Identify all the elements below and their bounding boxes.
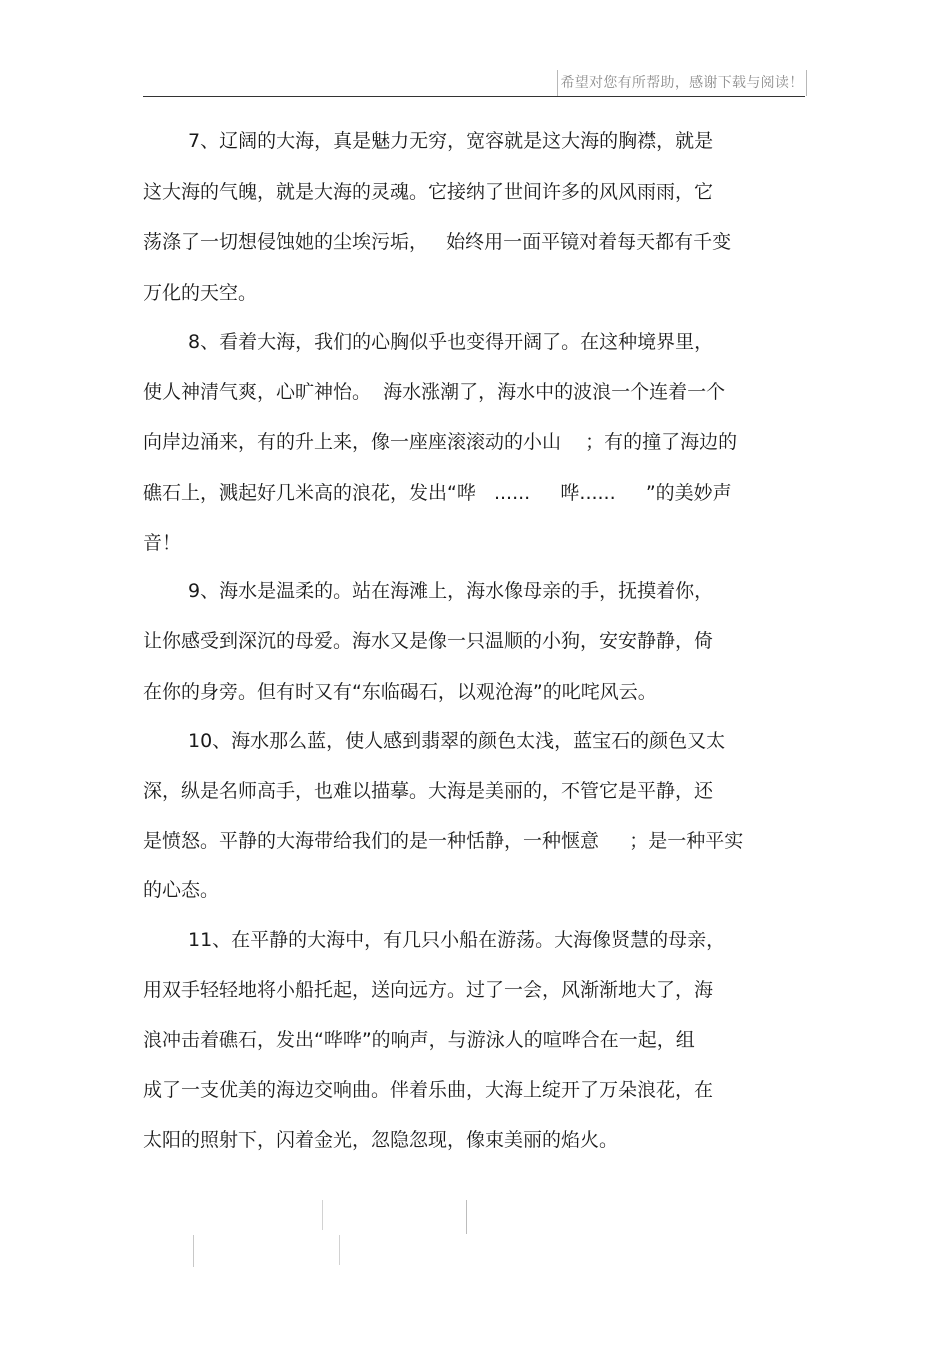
- text-line: 让你感受到深沉的母爱。海水又是像一只温顺的小狗，安安静静，倚: [143, 630, 714, 652]
- text-line: 音！: [143, 532, 182, 554]
- text-line: 礁石上，溅起好几米高的浪花，发出“哗 ...... 哗...... ”的美妙声: [143, 482, 732, 504]
- text-line: 在你的身旁。但有时又有“东临碣石，以观沧海”的叱咤风云。: [143, 681, 657, 703]
- header-note: 希望对您有所帮助，感谢下载与阅读！: [557, 70, 807, 96]
- text-line: 太阳的照射下，闪着金光，忽隐忽现，像束美丽的焰火。: [143, 1129, 619, 1151]
- text-line: 11、在平静的大海中，有几只小船在游荡。大海像贤慧的母亲，: [188, 929, 726, 951]
- text-line: 的心态。: [143, 879, 220, 901]
- scan-mark: [466, 1200, 467, 1234]
- text-line: 是愤怒。平静的大海带给我们的是一种恬静，一种惬意 ；是一种平实: [143, 830, 744, 852]
- text-line: 9、海水是温柔的。站在海滩上，海水像母亲的手，抚摸着你，: [188, 580, 714, 602]
- scan-mark: [339, 1235, 340, 1265]
- text-line: 荡涤了一切想侵蚀她的尘埃污垢， 始终用一面平镜对着每天都有千变: [143, 231, 732, 253]
- text-line: 成了一支优美的海边交响曲。伴着乐曲，大海上绽开了万朵浪花，在: [143, 1079, 714, 1101]
- text-line: 7、辽阔的大海，真是魅力无穷，宽容就是这大海的胸襟，就是: [188, 130, 714, 152]
- text-line: 8、看着大海，我们的心胸似乎也变得开阔了。在这种境界里，: [188, 331, 714, 353]
- text-line: 万化的天空。: [143, 282, 258, 304]
- scan-mark: [193, 1235, 194, 1267]
- text-line: 使人神清气爽，心旷神怡。 海水涨潮了，海水中的波浪一个连着一个: [143, 381, 726, 403]
- text-line: 向岸边涌来，有的升上来，像一座座滚滚动的小山 ；有的撞了海边的: [143, 431, 738, 453]
- text-line: 浪冲击着礁石，发出“哗哗”的响声，与游泳人的喧哗合在一起，组: [143, 1029, 695, 1051]
- text-line: 深，纵是名师高手，也难以描摹。大海是美丽的，不管它是平静，还: [143, 780, 714, 802]
- header-divider: [143, 96, 805, 97]
- text-line: 用双手轻轻地将小船托起，送向远方。过了一会，风渐渐地大了，海: [143, 979, 714, 1001]
- text-line: 这大海的气魄，就是大海的灵魂。它接纳了世间许多的风风雨雨，它: [143, 181, 714, 203]
- scan-mark: [322, 1200, 323, 1230]
- text-line: 10、海水那么蓝，使人感到翡翠的颜色太浅，蓝宝石的颜色又太: [188, 730, 726, 752]
